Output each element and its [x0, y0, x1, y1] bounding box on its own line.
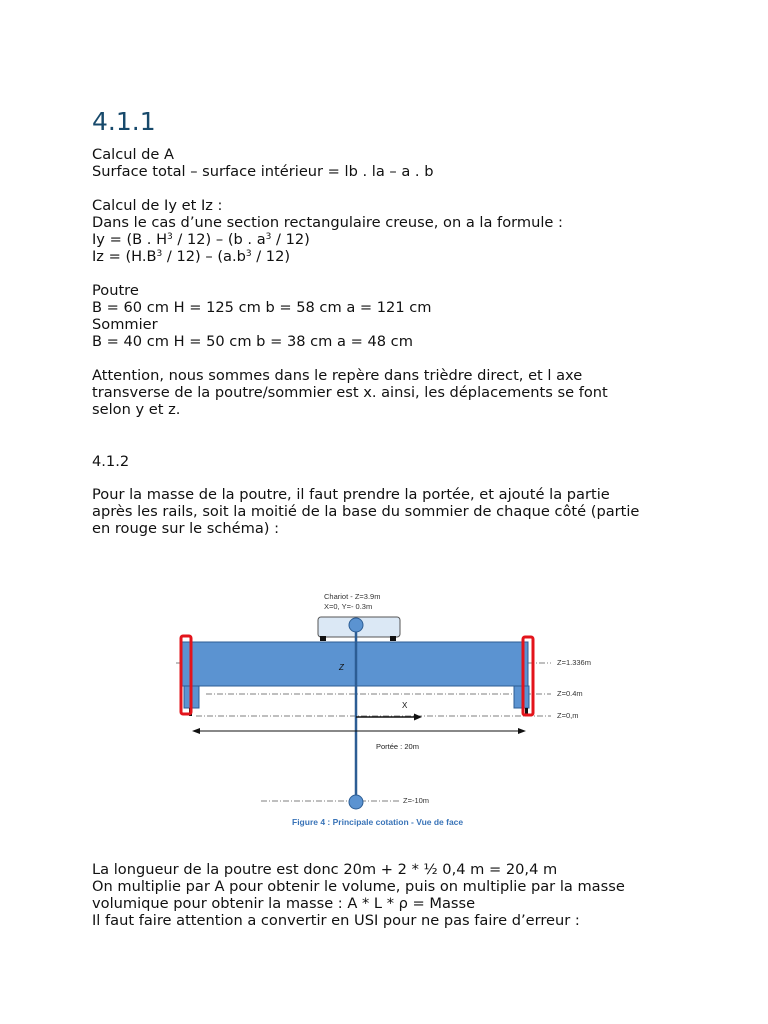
calc-i-intro: Dans le cas d’une section rectangulaire creuse, on a la formule :: [92, 214, 563, 231]
span-arrow-right: [518, 728, 526, 734]
hook-bottom: [349, 795, 363, 809]
z-zero-label: Z=0,m: [557, 711, 579, 720]
intro-line: Pour la masse de la poutre, il faut prendre la portée, et ajouté la partie: [92, 486, 610, 503]
heading-4-1-1: 4.1.1: [92, 107, 156, 136]
z-mid-label: Z=0.4m: [557, 689, 583, 698]
iy-formula: Iy = (B . $H^3 / 12) - (b$ . $a^3 / 12$): [92, 231, 310, 248]
attention-line: selon y et z.: [92, 401, 181, 418]
axis-z-label: Z: [339, 663, 344, 672]
attention-line: Attention, nous sommes dans le repère dans trièdre direct, et l axe: [92, 367, 583, 384]
iz-formula: $Iz = (H.B^3 / 12) - (a.b^3 / 12)$: [92, 248, 291, 265]
attention-line: transverse de la poutre/sommier est x. ainsi, les déplacements se font: [92, 384, 608, 401]
sommier-values: B = 40 cm H = 50 cm b = 38 cm a = 48 cm: [92, 333, 413, 350]
chariot-label-1: Chariot - Z=3.9m: [324, 592, 381, 601]
figure-caption: Figure 4 : Principale cotation - Vue de face: [292, 817, 464, 827]
axis-x-label: X: [402, 701, 408, 710]
intro-line: en rouge sur le schéma) :: [92, 520, 280, 537]
chariot-label-2: X=0, Y=- 0.3m: [324, 602, 373, 611]
result-line: Il faut faire attention a convertir en USI pour ne pas faire d’erreur :: [92, 912, 580, 929]
calc-a-title: Calcul de A: [92, 146, 175, 163]
z-top-label: Z=1.336m: [557, 658, 591, 667]
figure-beam-diagram: [176, 588, 591, 833]
span-arrow-left: [192, 728, 200, 734]
z-bottom-label: Z=-10m: [403, 796, 430, 805]
calc-a-formula: Surface total – surface intérieur = lb . la – a . b: [92, 163, 434, 180]
poutre-values: B = 60 cm H = 125 cm b = 58 cm a = 121 cm: [92, 299, 432, 316]
result-line: On multiplie par A pour obtenir le volume, puis on multiplie par la masse: [92, 878, 625, 895]
calc-i-title: Calcul de Iy et Iz :: [92, 197, 223, 214]
result-line: volumique pour obtenir la masse : A * L * ρ = Masse: [92, 895, 476, 912]
result-line: La longueur de la poutre est donc 20m + 2 * ½ 0,4 m = 20,4 m: [92, 861, 558, 878]
intro-line: après les rails, soit la moitié de la base du sommier de chaque côté (partie: [92, 503, 640, 520]
span-label: Portée : 20m: [376, 742, 419, 751]
chariot-wheel-left: [320, 636, 326, 641]
beam-diagram-svg: [176, 588, 591, 833]
heading-4-1-2: 4.1.2: [92, 453, 130, 470]
chariot-wheel-right: [390, 636, 396, 641]
poutre-label: Poutre: [92, 282, 139, 299]
axis-x-arrow: [414, 714, 422, 721]
sommier-label: Sommier: [92, 316, 158, 333]
hook-top: [349, 618, 363, 632]
